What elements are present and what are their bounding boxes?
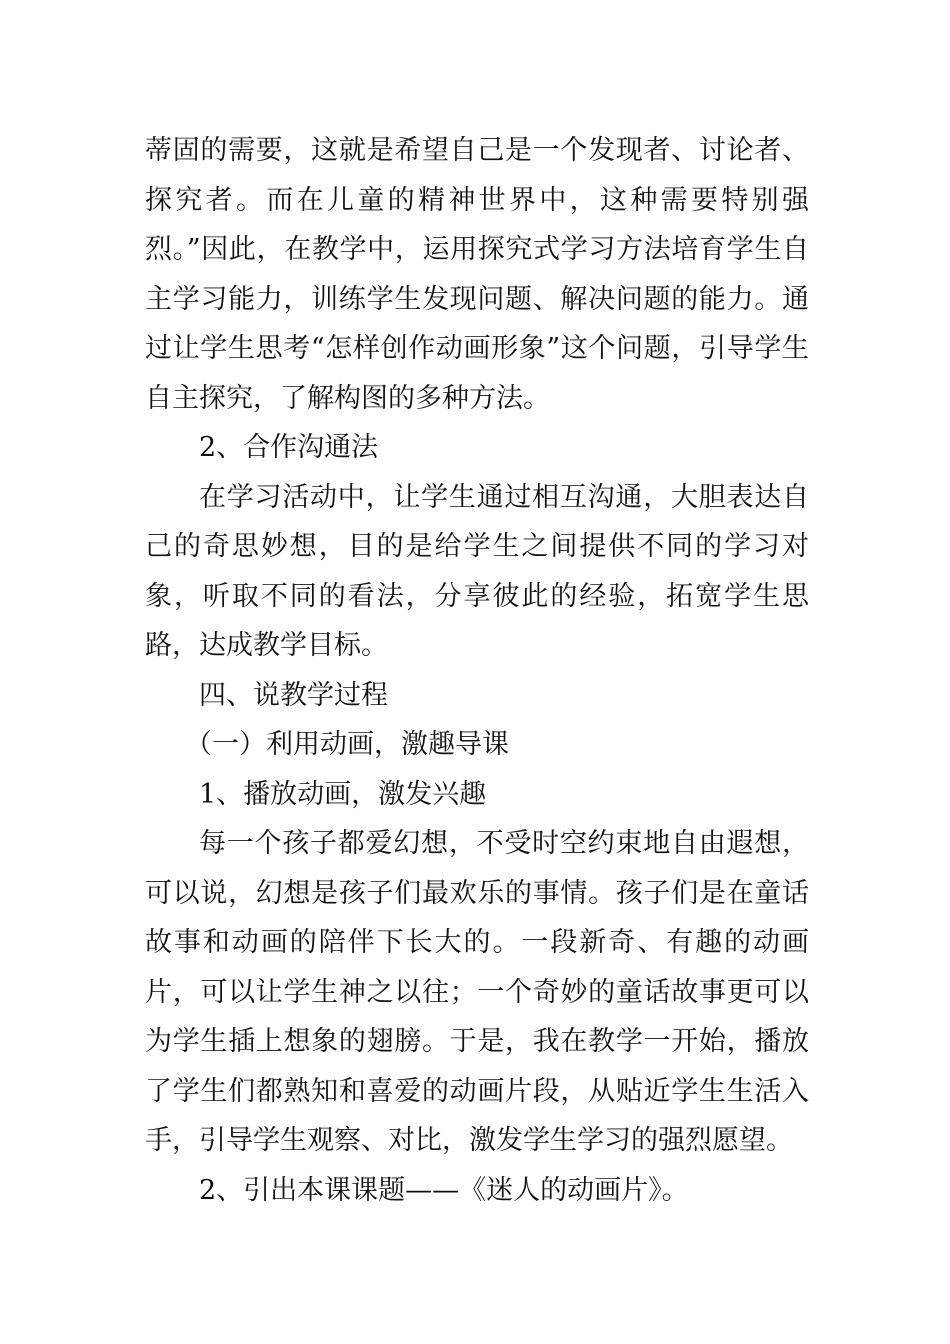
- section-heading-cooperative-method: 2、合作沟通法: [199, 432, 379, 463]
- paragraph-continued: 蒂固的需要，这就是希望自己是一个发现者、讨论者、探究者。而在儿童的精神世界中，这种需要特别强烈。”因此，在教学中，运用探究式学习方法培育学生自主学习能力，训练学生发现问题、解决问题的能力。通过让学生思考“怎样创作动画形象”这个问题，引导学生自主探究，了解构图的多种方法。: [145, 135, 809, 414]
- step-heading-lesson-title: 2、引出本课课题——《迷人的动画片》。: [199, 1174, 689, 1206]
- section-heading-teaching-process: 四、说教学过程: [199, 679, 388, 711]
- document-body: [145, 126, 809, 1215]
- subsection-heading-animation-intro: （一）利用动画，激趣导课: [185, 729, 509, 760]
- paragraph-cooperative-method: 在学习活动中，让学生通过相互沟通，大胆表达自己的奇思妙想，目的是给学生之间提供不同的学习对象，听取不同的看法，分享彼此的经验，拓宽学生思路，达成教学目标。: [145, 481, 809, 661]
- paragraph-play-animation: 每一个孩子都爱幻想，不受时空约束地自由遐想，可以说，幻想是孩子们最欢乐的事情。孩子们是在童话故事和动画的陪伴下长大的。一段新奇、有趣的动画片，可以让学生神之以往；一个奇妙的童话故事更可以为学生插上想象的翅膀。于是，我在教学一开始，播放了学生们都熟知和喜爱的动画片段，从贴近学生生活入手，引导学生观察、对比，激发学生学习的强烈愿望。: [145, 828, 809, 1156]
- step-heading-play-animation: 1、播放动画，激发兴趣: [199, 778, 487, 810]
